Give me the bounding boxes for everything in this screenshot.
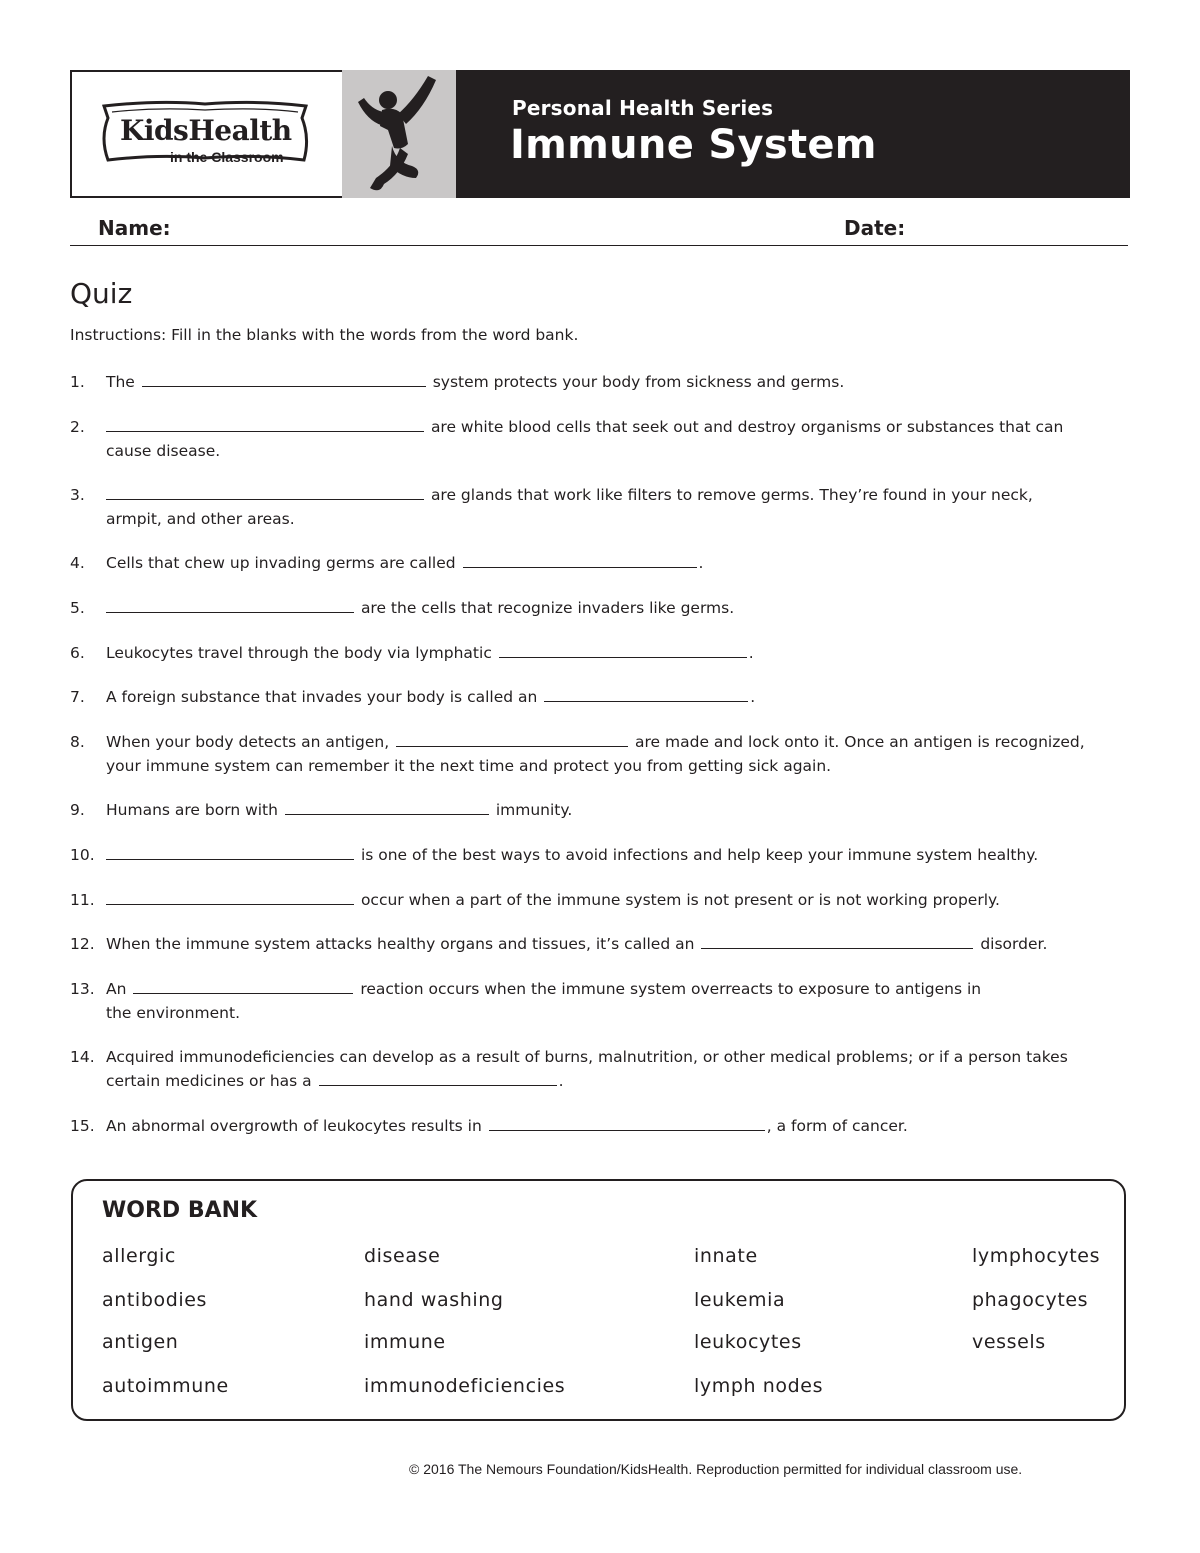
word-bank-title: WORD BANK — [102, 1198, 258, 1223]
answer-blank[interactable] — [319, 1069, 557, 1086]
word-bank-item: lymphocytes — [972, 1245, 1101, 1267]
word-bank-item: autoimmune — [102, 1375, 229, 1397]
answer-blank[interactable] — [544, 685, 748, 702]
question-text: occur when a part of the immune system is not present or is not working properly. — [360, 891, 1000, 909]
question-text: your immune system can remember it the next time and protect you from getting sick again. — [106, 757, 832, 775]
title-panel — [456, 70, 1130, 198]
question-text: Cells that chew up invading germs are called — [106, 554, 456, 572]
page-title: Immune System — [510, 122, 877, 168]
word-bank-item: phagocytes — [972, 1289, 1089, 1311]
question-text: Humans are born with — [106, 801, 278, 819]
question-text: are white blood cells that seek out and destroy organisms or substances that can — [430, 418, 1064, 436]
question-text: disorder. — [980, 935, 1048, 953]
question-text: An — [106, 980, 127, 998]
word-bank-item: immunodeficiencies — [364, 1375, 566, 1397]
question-number: 4. — [70, 554, 85, 572]
question-text: When your body detects an antigen, — [106, 733, 390, 751]
word-bank — [71, 1179, 1126, 1421]
answer-blank[interactable] — [106, 843, 354, 860]
word-bank-item: antigen — [102, 1331, 179, 1353]
question-text: . — [558, 1072, 564, 1090]
answer-blank[interactable] — [142, 370, 426, 387]
question-text: is one of the best ways to avoid infections and help keep your immune system healthy. — [360, 846, 1039, 864]
date-label: Date: — [844, 216, 906, 240]
question-number: 9. — [70, 801, 85, 819]
logo-subtitle: in the Classroom — [170, 149, 284, 165]
question-number: 5. — [70, 599, 85, 617]
question-text: . — [698, 554, 704, 572]
question-number: 10. — [70, 846, 95, 864]
question-number: 8. — [70, 733, 85, 751]
question-text: . — [750, 688, 756, 706]
answer-blank[interactable] — [701, 932, 973, 949]
question-text: Acquired immunodeficiencies can develop as a result of burns, malnutrition, or other medical problems; or if a person takes — [106, 1048, 1068, 1066]
instructions: Instructions: Fill in the blanks with the words from the word bank. — [70, 326, 579, 344]
question-number: 15. — [70, 1117, 95, 1135]
question-text: When the immune system attacks healthy organs and tissues, it’s called an — [106, 935, 695, 953]
word-bank-item: antibodies — [102, 1289, 208, 1311]
answer-blank[interactable] — [463, 551, 697, 568]
question-number: 7. — [70, 688, 85, 706]
question-text: , a form of cancer. — [766, 1117, 908, 1135]
question-number: 11. — [70, 891, 95, 909]
name-label: Name: — [98, 216, 171, 240]
answer-blank[interactable] — [106, 888, 354, 905]
question-number: 2. — [70, 418, 85, 436]
word-bank-item: leukocytes — [694, 1331, 802, 1353]
question-number: 12. — [70, 935, 95, 953]
series-label: Personal Health Series — [512, 96, 774, 120]
name-date-line[interactable] — [70, 214, 1128, 246]
question-number: 3. — [70, 486, 85, 504]
answer-blank[interactable] — [133, 977, 353, 994]
logo-wordmark: KidsHealth — [120, 114, 292, 147]
word-bank-item: leukemia — [694, 1289, 786, 1311]
question-text: certain medicines or has a — [106, 1072, 312, 1090]
word-bank-item: innate — [694, 1245, 758, 1267]
word-bank-item: lymph nodes — [694, 1375, 824, 1397]
word-bank-item: vessels — [972, 1331, 1046, 1353]
answer-blank[interactable] — [499, 641, 747, 658]
question-text: are made and lock onto it. Once an antigen is recognized, — [635, 733, 1085, 751]
page-header — [70, 70, 1130, 198]
question-text: A foreign substance that invades your body is called an — [106, 688, 538, 706]
question-number: 14. — [70, 1048, 95, 1066]
question-number: 6. — [70, 644, 85, 662]
figure-panel — [342, 70, 456, 198]
question-text: . — [748, 644, 754, 662]
answer-blank[interactable] — [285, 798, 489, 815]
question-text: cause disease. — [106, 442, 221, 460]
answer-blank[interactable] — [106, 415, 424, 432]
word-bank-item: disease — [364, 1245, 441, 1267]
question-text: Leukocytes travel through the body via lymphatic — [106, 644, 492, 662]
question-text: An abnormal overgrowth of leukocytes results in — [106, 1117, 482, 1135]
question-text: system protects your body from sickness and germs. — [432, 373, 845, 391]
quiz-heading: Quiz — [70, 277, 133, 310]
question-text: the environment. — [106, 1004, 241, 1022]
question-text: The — [106, 373, 135, 391]
question-text: armpit, and other areas. — [106, 510, 295, 528]
question-text: are glands that work like filters to remove germs. They’re found in your neck, — [430, 486, 1033, 504]
question-text: immunity. — [495, 801, 573, 819]
word-bank-item: hand washing — [364, 1289, 504, 1311]
question-text: are the cells that recognize invaders like germs. — [360, 599, 735, 617]
question-number: 1. — [70, 373, 85, 391]
jumping-person-icon — [342, 70, 456, 198]
answer-blank[interactable] — [106, 596, 354, 613]
copyright-footer: © 2016 The Nemours Foundation/KidsHealth. Reproduction permitted for individual classroom use. — [409, 1461, 1023, 1477]
logo-panel — [70, 70, 344, 198]
answer-blank[interactable] — [106, 483, 424, 500]
question-text: reaction occurs when the immune system overreacts to exposure to antigens in — [360, 980, 982, 998]
word-bank-item: immune — [364, 1331, 446, 1353]
word-bank-item: allergic — [102, 1245, 176, 1267]
answer-blank[interactable] — [489, 1114, 765, 1131]
question-number: 13. — [70, 980, 95, 998]
answer-blank[interactable] — [396, 730, 628, 747]
